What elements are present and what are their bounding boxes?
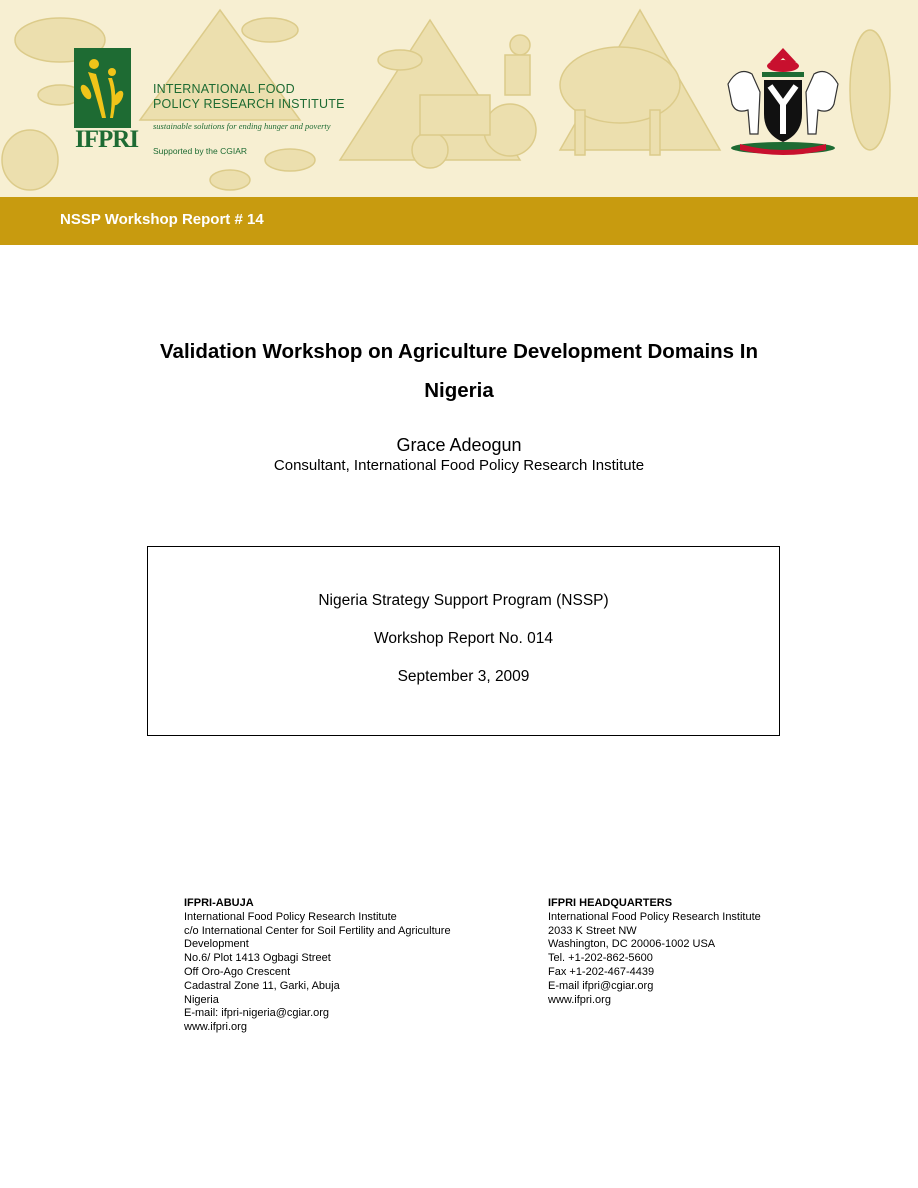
address-heading: IFPRI HEADQUARTERS [548,897,673,909]
author-affiliation: Consultant, International Food Policy Research Institute [273,457,645,474]
institute-name [153,82,345,112]
address-line: Off Oro-Ago Crescent [184,965,291,978]
address-website: www.ifpri.org [548,993,611,1006]
address-heading: IFPRI-ABUJA [184,897,254,909]
nigeria-coat-of-arms-icon [718,44,848,159]
address-line: Cadastral Zone 11, Garki, Abuja [184,979,340,992]
address-line: Nigeria [184,993,219,1006]
address-line: International Food Policy Research Institute [184,910,397,923]
address-line: Washington, DC 20006-1002 USA [548,938,716,951]
address-phone: Tel. +1-202-862-5600 [548,952,653,965]
supported-by: Supported by the CGIAR [153,146,248,156]
report-number: Workshop Report No. 014 [374,630,553,647]
address-website: www.ifpri.org [184,1021,247,1034]
ifpri-logo [74,48,131,128]
program-name: Nigeria Strategy Support Program (NSSP) [318,592,609,609]
title-line: Nigeria [424,379,494,402]
document-title [100,332,818,410]
ifpri-logo-text: IFPRI [75,126,139,153]
address-abuja [184,897,504,1035]
address-line: c/o International Center for Soil Fertility and Agriculture [184,924,451,937]
header-banner [0,0,918,197]
address-fax: Fax +1-202-467-4439 [548,965,655,978]
author-name: Grace Adeogun [396,435,522,455]
institute-tagline: sustainable solutions for ending hunger and poverty [153,121,331,131]
address-line: Development [184,938,249,951]
institute-name-line: POLICY RESEARCH INSTITUTE [153,97,345,111]
address-headquarters [548,897,848,1007]
address-email: E-mail ifpri@cgiar.org [548,979,654,992]
address-email: E-mail: ifpri-nigeria@cgiar.org [184,1007,330,1020]
institute-name-line: INTERNATIONAL FOOD [153,82,295,96]
report-date: September 3, 2009 [397,668,530,685]
wheat-figure-icon [74,48,131,128]
report-label: NSSP Workshop Report # 14 [60,211,264,228]
address-line: International Food Policy Research Institute [548,910,761,923]
address-line: No.6/ Plot 1413 Ogbagi Street [184,952,331,965]
address-line: 2033 K Street NW [548,924,637,937]
report-info-box [147,546,780,736]
title-line: Validation Workshop on Agriculture Development Domains In [160,340,758,363]
